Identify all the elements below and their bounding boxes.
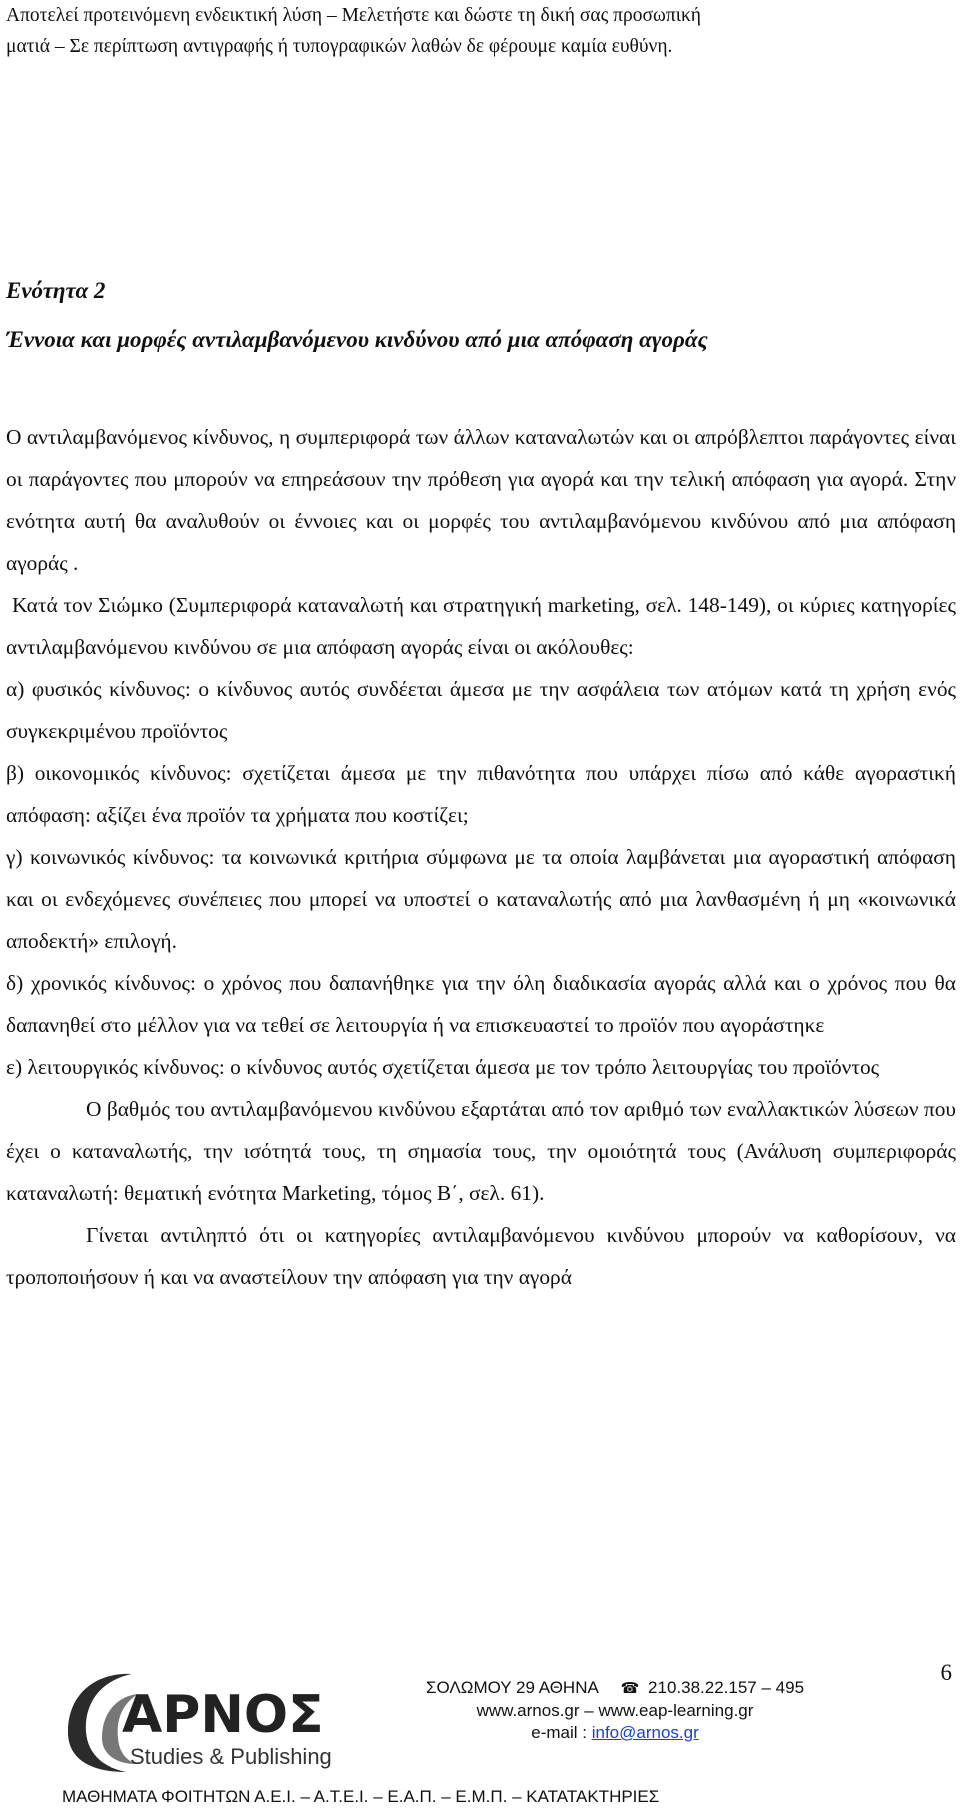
- phone-number: 210.38.22.157 – 495: [648, 1678, 805, 1697]
- logo-wordmark: ΑΡΝΟΣ: [122, 1685, 324, 1745]
- contact-line-email: [360, 1722, 870, 1744]
- page-number: 6: [940, 1660, 952, 1685]
- header-line-2: ματιά – Σε περίπτωση αντιγραφής ή τυπογραφικών λαθών δε φέρουμε καμία ευθύνη.: [6, 36, 673, 57]
- paragraph-conclusion: Γίνεται αντιληπτό ότι οι κατηγορίες αντιλαμβανόμενου κινδύνου μπορούν να καθορίσουν, να τροποποιήσουν ή και να αναστείλουν την απόφαση για την αγορά: [6, 1223, 956, 1289]
- page-header: [6, 0, 954, 62]
- footer-courses: ΜΑΘΗΜΑΤΑ ΦΟΙΤΗΤΩΝ Α.Ε.Ι. – Α.Τ.Ε.Ι. – Ε.Α.Π. – Ε.Μ.Π. – ΚΑΤΑΤΑΚΤΗΡΙΕΣ: [62, 1787, 660, 1806]
- body-text: [6, 416, 956, 1298]
- paragraph-degree: Ο βαθμός του αντιλαμβανόμενου κινδύνου εξαρτάται από τον αριθμό των εναλλακτικών λύσεων που έχει ο καταναλωτής, την ισότητά τους, τη σημασία τους, την ομοιότητά τους (Ανάλυση συμπεριφοράς καταναλωτή: θεματική ενότητα Marketing, τόμος Β΄, σελ. 61).: [6, 1097, 956, 1205]
- contact-info: [360, 1677, 870, 1744]
- paragraph-siomkos: Κατά τον Σιώμκο (Συμπεριφορά καταναλωτή και στρατηγική marketing, σελ. 148-149), οι κύριες κατηγορίες αντιλαμβανόμενου κινδύνου σε μια απόφαση αγοράς είναι οι ακόλουθες:: [6, 593, 956, 659]
- risk-functional: ε) λειτουργικός κίνδυνος: ο κίνδυνος αυτός σχετίζεται άμεσα με τον τρόπο λειτουργίας του προϊόντος: [6, 1055, 880, 1079]
- risk-time: δ) χρονικός κίνδυνος: ο χρόνος που δαπανήθηκε για την όλη διαδικασία αγοράς αλλά και ο χρόνος που θα δαπανηθεί στο μέλλον για να τεθεί σε λειτουργία ή να επισκευαστεί το προϊόν που αγοράστηκε: [6, 971, 956, 1037]
- paragraph-intro: Ο αντιλαμβανόμενος κίνδυνος, η συμπεριφορά των άλλων καταναλωτών και οι απρόβλεπτοι παράγοντες είναι οι παράγοντες που μπορούν να επηρεάσουν την πρόθεση για αγορά και την τελική απόφαση για αγορά. Στην ενότητα αυτή θα αναλυθούν οι έννοιες και οι μορφές του αντιλαμβανόμενου κινδύνου από μια απόφαση αγοράς .: [6, 425, 956, 575]
- websites[interactable]: www.arnos.gr – www.eap-learning.gr: [476, 1701, 754, 1720]
- logo-subtitle: Studies & Publishing: [130, 1744, 332, 1769]
- email-link[interactable]: info@arnos.gr: [591, 1723, 699, 1742]
- section-title: Έννοια και μορφές αντιλαμβανόμενου κινδύνου από μια απόφαση αγοράς: [6, 327, 708, 352]
- telephone-icon: ☎: [620, 1680, 640, 1697]
- risk-social: γ) κοινωνικός κίνδυνος: τα κοινωνικά κριτήρια σύμφωνα με τα οποία λαμβάνεται μια αγοραστική απόφαση και οι ενδεχόμενες συνέπειες που μπορεί να υποστεί ο καταναλωτής από μια λανθασμένη ή μη «κοινωνικά αποδεκτή» επιλογή.: [6, 845, 956, 953]
- email-label: e-mail :: [531, 1723, 592, 1742]
- address: ΣΟΛΩΜΟΥ 29 ΑΘΗΝΑ: [425, 1678, 598, 1697]
- risk-financial: β) οικονομικός κίνδυνος: σχετίζεται άμεσα με την πιθανότητα που υπάρχει πίσω από κάθε αγοραστική απόφαση: αξίζει ένα προϊόν τα χρήματα που κοστίζει;: [6, 761, 956, 827]
- risk-physical: α) φυσικός κίνδυνος: ο κίνδυνος αυτός συνδέεται άμεσα με την ασφάλεια των ατόμων κατά τη χρήση ενός συγκεκριμένου προϊόντος: [6, 677, 956, 743]
- header-line-1: Αποτελεί προτεινόμενη ενδεικτική λύση – Μελετήστε και δώστε τη δική σας προσωπική: [6, 5, 701, 26]
- arnos-logo: [62, 1668, 332, 1778]
- section-label: Ενότητα 2: [6, 278, 106, 303]
- contact-line-address: [360, 1677, 870, 1700]
